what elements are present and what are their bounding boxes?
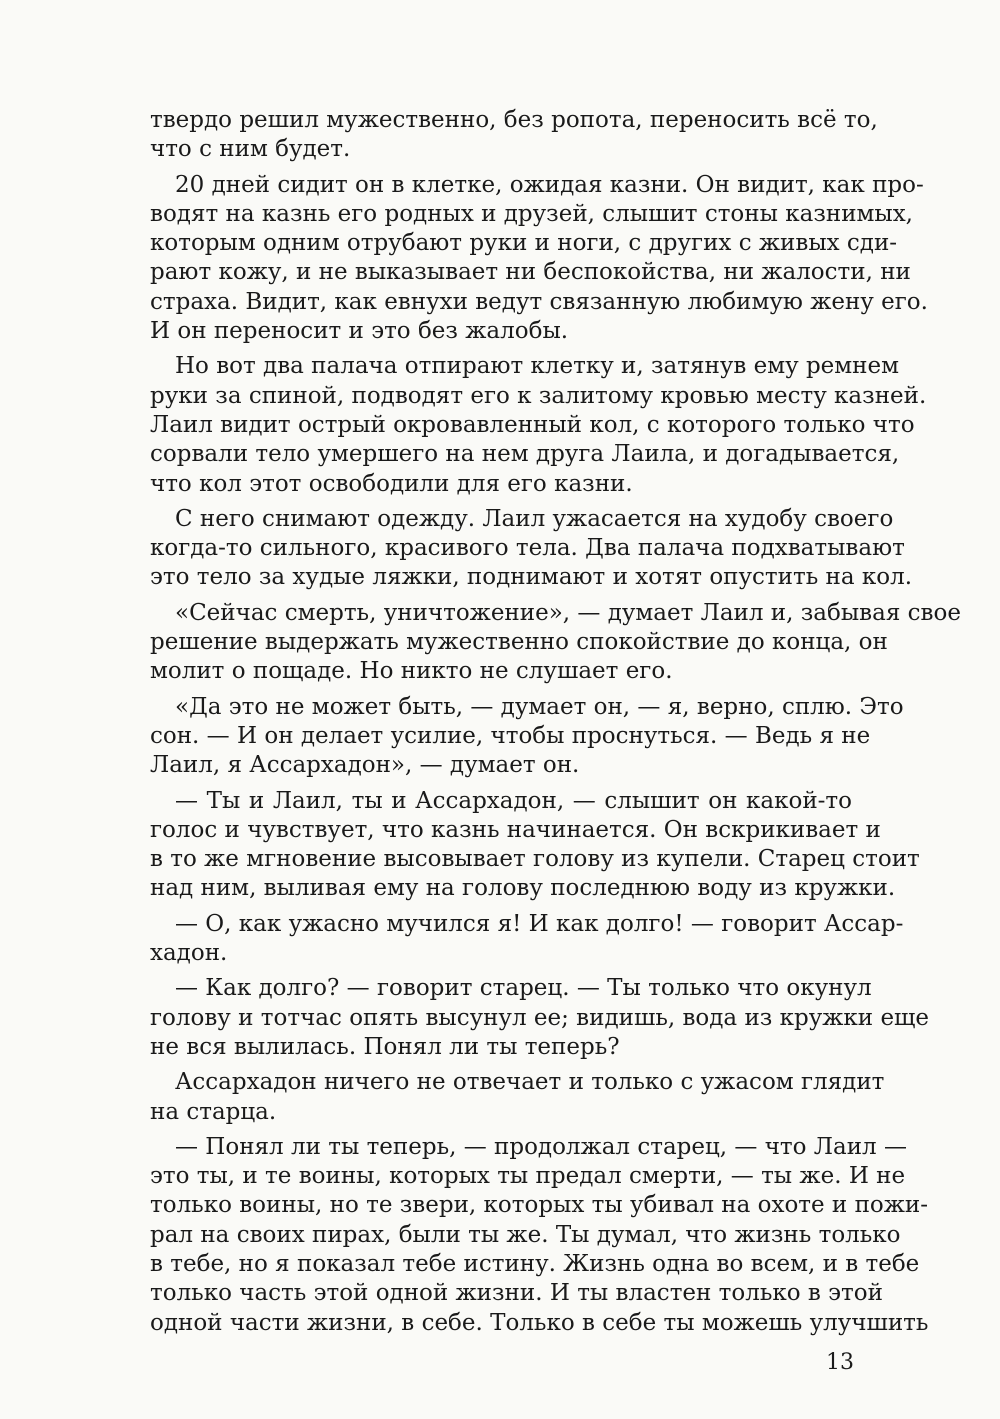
text-line: голову и тотчас опять высунул ее; видишь, вода из кружки еще xyxy=(150,1004,930,1031)
text-line: не вся вылилась. Понял ли ты теперь? xyxy=(150,1033,620,1060)
paragraph xyxy=(150,787,920,904)
text-line: молит о пощаде. Но никто не слушает его. xyxy=(150,658,673,685)
text-line: твердо решил мужественно, без ропота, переносить всё то, xyxy=(150,107,878,133)
text-line: которым одним отрубают руки и ноги, с других с живых сди- xyxy=(150,230,898,257)
text-line: руки за спиной, подводят его к залитому кровью месту казней. xyxy=(150,382,927,409)
text-line: на старца. xyxy=(150,1098,277,1125)
text-line: сон. — И он делает усилие, чтобы проснуться. — Ведь я не xyxy=(150,722,871,749)
text-line: — О, как ужасно мучился я! И как долго! — говорит Ассар- xyxy=(175,910,904,937)
text-line: это ты, и те воины, которых ты предал смерти, — ты же. И не xyxy=(150,1163,906,1190)
text-line: решение выдержать мужественно спокойствие до конца, он xyxy=(150,629,888,656)
paragraph xyxy=(150,352,927,498)
text-line: страха. Видит, как евнухи ведут связанную любимую жену его. xyxy=(150,288,928,315)
body-text xyxy=(150,106,961,1344)
text-line: только часть этой одной жизни. И ты властен только в этой xyxy=(150,1280,883,1307)
page-number: 13 xyxy=(826,1350,854,1375)
text-line: хадон. xyxy=(150,940,228,967)
text-line: что с ним будет. xyxy=(150,136,351,163)
paragraph xyxy=(150,599,961,687)
text-line: рал на своих пирах, были ты же. Ты думал, что жизнь только xyxy=(150,1221,901,1248)
paragraph xyxy=(150,1068,885,1127)
text-line: это тело за худые ляжки, поднимают и хотят опустить на кол. xyxy=(150,564,913,591)
text-line: — Ты и Лаил, ты и Ассархадон, — слышит он какой-то xyxy=(175,787,852,814)
text-line: — Как долго? — говорит старец. — Ты только что окунул xyxy=(175,975,872,1002)
paragraph xyxy=(150,1133,929,1338)
text-line: Но вот два палача отпирают клетку и, затянув ему ремнем xyxy=(175,353,900,380)
text-line: когда-то сильного, красивого тела. Два палача подхватывают xyxy=(150,535,905,562)
paragraph xyxy=(150,171,928,347)
text-line: сорвали тело умершего на нем друга Лаила, и догадывается, xyxy=(150,441,900,468)
text-line: одной части жизни, в себе. Только в себе ты можешь улучшить xyxy=(150,1309,929,1336)
text-line: только воины, но те звери, которых ты убивал на охоте и пожи- xyxy=(150,1192,929,1219)
text-line: Ассархадон ничего не отвечает и только с ужасом глядит xyxy=(175,1069,885,1096)
text-line: Лаил, я Ассархадон», — думает он. xyxy=(150,752,580,779)
text-line: в тебе, но я показал тебе истину. Жизнь одна во всем, и в тебе xyxy=(150,1250,920,1277)
text-line: 20 дней сидит он в клетке, ожидая казни. Он видит, как про- xyxy=(175,171,924,198)
paragraph xyxy=(150,693,904,781)
text-line: С него снимают одежду. Лаил ужасается на худобу своего xyxy=(175,505,894,532)
text-line: над ним, выливая ему на голову последнюю воду из кружки. xyxy=(150,875,896,902)
text-line: что кол этот освободили для его казни. xyxy=(150,470,633,497)
paragraph xyxy=(150,974,930,1062)
text-line: Лаил видит острый окровавленный кол, с которого только что xyxy=(150,411,915,438)
text-line: голос и чувствует, что казнь начинается. Он вскрикивает и xyxy=(150,816,881,843)
text-line: «Да это не может быть, — думает он, — я, верно, сплю. Это xyxy=(175,693,904,720)
text-line: — Понял ли ты теперь, — продолжал старец, — что Лаил — xyxy=(175,1133,907,1160)
text-line: водят на казнь его родных и друзей, слышит стоны казнимых, xyxy=(150,200,913,227)
text-line: рают кожу, и не выказывает ни беспокойства, ни жалости, ни xyxy=(150,259,911,286)
text-line: И он переносит и это без жалобы. xyxy=(150,318,569,345)
paragraph xyxy=(150,505,913,593)
text-line: в то же мгновение высовывает голову из купели. Старец стоит xyxy=(150,846,920,873)
paragraph xyxy=(150,106,878,165)
paragraph xyxy=(150,910,904,969)
text-line: «Сейчас смерть, уничтожение», — думает Лаил и, забывая свое xyxy=(175,599,961,626)
